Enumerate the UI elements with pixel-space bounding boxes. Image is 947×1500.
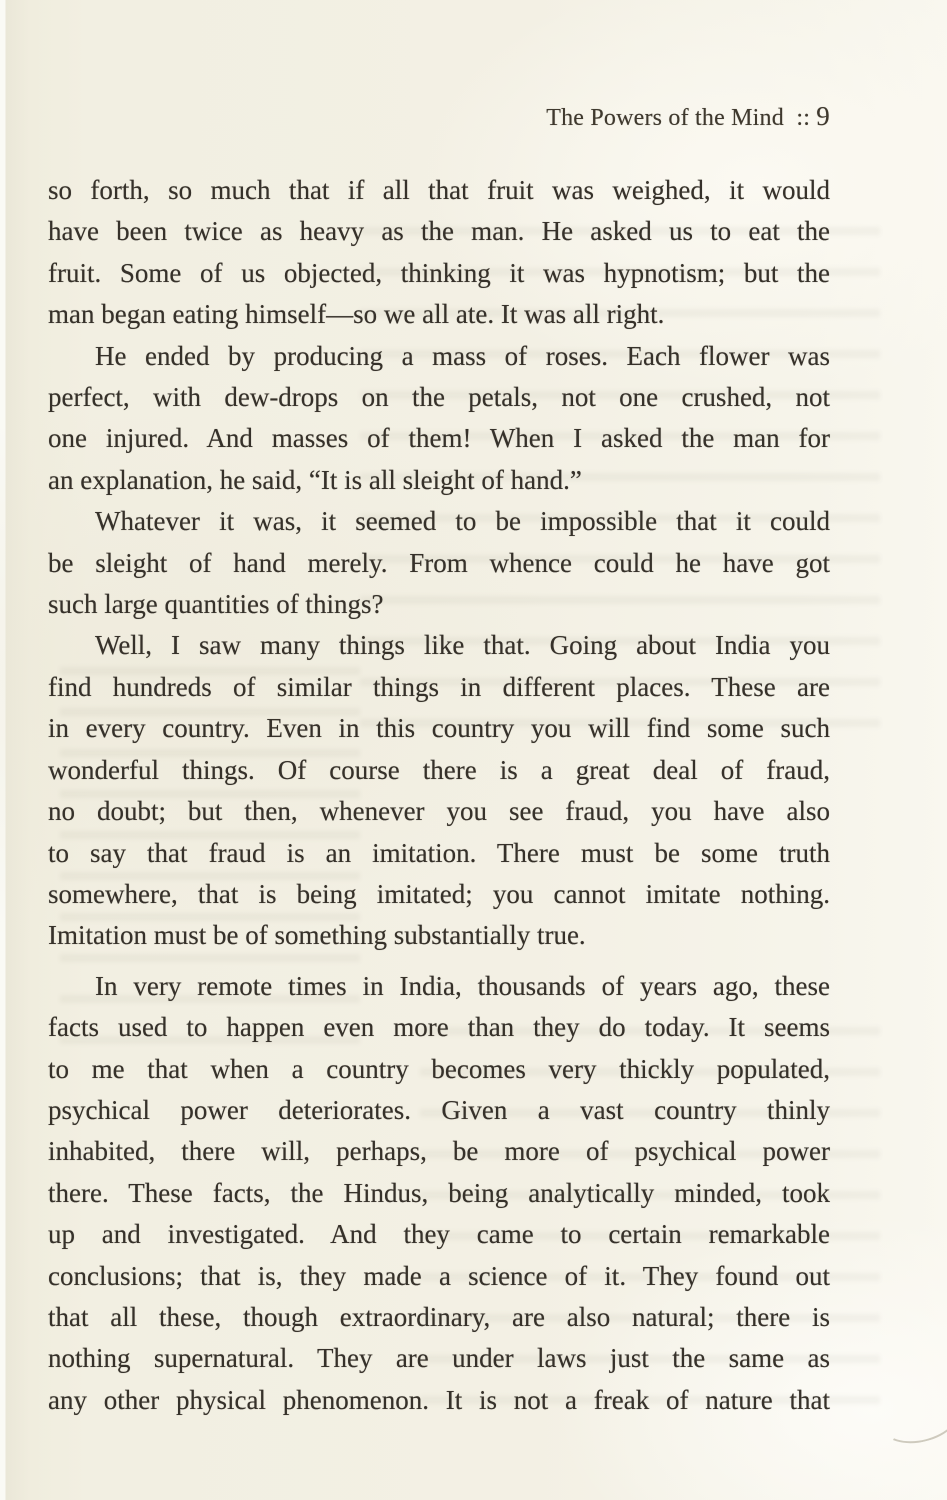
running-header — [48, 101, 830, 132]
text-line: inhabited, there will, perhaps, be more of psychical power — [48, 1136, 830, 1167]
paragraph — [48, 966, 830, 1421]
text-line: perfect, with dew-drops on the petals, not one crushed, not — [48, 382, 830, 413]
text-line: somewhere, that is being imitated; you cannot imitate nothing. — [48, 878, 830, 909]
text-line: psychical power deteriorates. Given a vast country thinly — [48, 1094, 830, 1125]
page-number: 9 — [816, 101, 830, 131]
paragraph — [48, 170, 830, 336]
text-line: to me that when a country becomes very thickly populated, — [48, 1053, 830, 1084]
text-line: one injured. And masses of them! When I asked the man for — [48, 423, 830, 454]
text-line: facts used to happen even more than they do today. It seems — [48, 1012, 830, 1043]
text-line: Imitation must be of something substantially true. — [48, 920, 586, 951]
text-line: Whatever it was, it seemed to be impossible that it could — [95, 506, 830, 537]
text-line: any other physical phenomenon. It is not a freak of nature that — [48, 1384, 830, 1415]
text-line: to say that fraud is an imitation. There must be some truth — [48, 837, 830, 868]
text-line: nothing supernatural. They are under laws just the same as — [48, 1343, 830, 1374]
page-body — [48, 170, 830, 1421]
text-line: wonderful things. Of course there is a great deal of fraud, — [48, 754, 830, 785]
text-line: such large quantities of things? — [48, 589, 384, 620]
text-line: find hundreds of similar things in different places. These are — [48, 671, 830, 702]
text-line: there. These facts, the Hindus, being analytically minded, took — [48, 1177, 830, 1208]
paragraph — [48, 336, 830, 502]
text-line: an explanation, he said, “It is all sleight of hand.” — [48, 464, 582, 495]
running-header-title: The Powers of the Mind — [546, 105, 784, 131]
text-line: have been twice as heavy as the man. He asked us to eat the — [48, 216, 830, 247]
text-line: Well, I saw many things like that. Going about India you — [95, 630, 830, 661]
text-line: so forth, so much that if all that fruit was weighed, it would — [48, 175, 830, 205]
text-line: that all these, though extraordinary, are also natural; there is — [48, 1301, 830, 1332]
text-line: in every country. Even in this country you will find some such — [48, 713, 830, 744]
text-line: In very remote times in India, thousands of years ago, these — [95, 970, 830, 1001]
header-separator: :: — [796, 105, 811, 131]
text-line: man began eating himself—so we all ate. It was all right. — [48, 299, 665, 330]
text-line: conclusions; that is, they made a science of it. They found out — [48, 1260, 830, 1291]
text-line: up and investigated. And they came to certain remarkable — [48, 1219, 830, 1250]
page-curl-mark — [874, 1383, 947, 1451]
paragraph — [48, 625, 830, 956]
text-line: be sleight of hand merely. From whence could he have got — [48, 547, 830, 578]
text-line: He ended by producing a mass of roses. Each flower was — [95, 340, 830, 371]
text-line: fruit. Some of us objected, thinking it was hypnotism; but the — [48, 257, 830, 288]
text-line: no doubt; but then, whenever you see fraud, you have also — [48, 796, 830, 827]
paragraph — [48, 501, 830, 625]
